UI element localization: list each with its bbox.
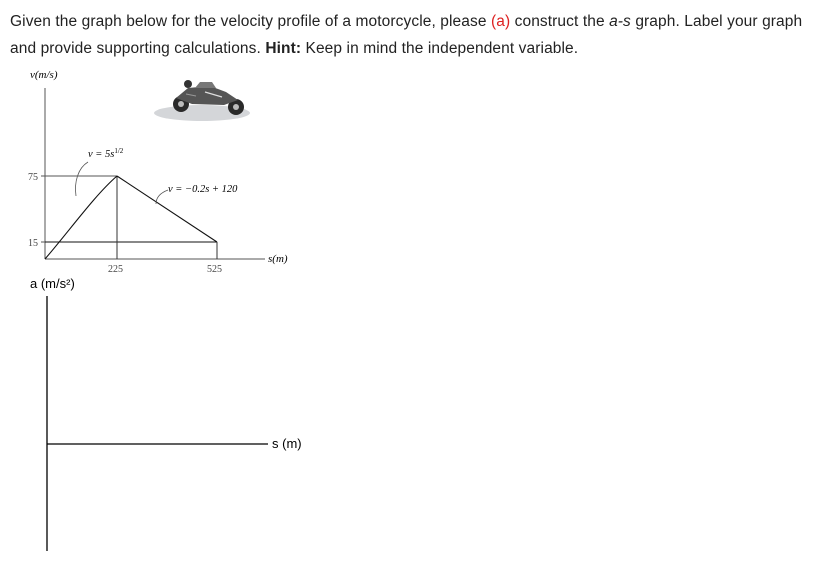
graph-name: a-s — [609, 13, 631, 30]
tick-label-75: 75 — [28, 172, 38, 183]
s-axis-label: s(m) — [268, 253, 288, 265]
equation-1: $v = 5s^{1/2}$ — [88, 147, 124, 160]
hint-text: Keep in mind the independent variable. — [301, 40, 579, 57]
problem-text-2: construct the — [510, 13, 610, 30]
leader-eq1 — [76, 162, 89, 196]
tick-label-225: 225 — [108, 264, 123, 275]
problem-text-3: graph. Label your graph and provide supporting calculations. — [10, 13, 803, 57]
motorcycle-icon — [154, 80, 250, 121]
problem-text-1: Given the graph below for the velocity profile of a motorcycle, please — [10, 13, 491, 30]
acceleration-graph — [30, 276, 302, 551]
tick-label-525: 525 — [207, 264, 222, 275]
leader-eq2 — [156, 190, 168, 204]
curve-sqrt — [45, 176, 117, 259]
part-label: (a) — [490, 13, 511, 30]
equation-2: v = −0.2s + 120 — [168, 184, 238, 195]
a-s-axis-label: s (m) — [272, 436, 302, 451]
hint-label: Hint: — [265, 40, 302, 57]
velocity-graph — [28, 69, 288, 275]
v-axis-label: v(m/s) — [30, 69, 58, 81]
a-axis-label: a (m/s²) — [30, 276, 75, 291]
tick-label-15: 15 — [28, 238, 38, 249]
